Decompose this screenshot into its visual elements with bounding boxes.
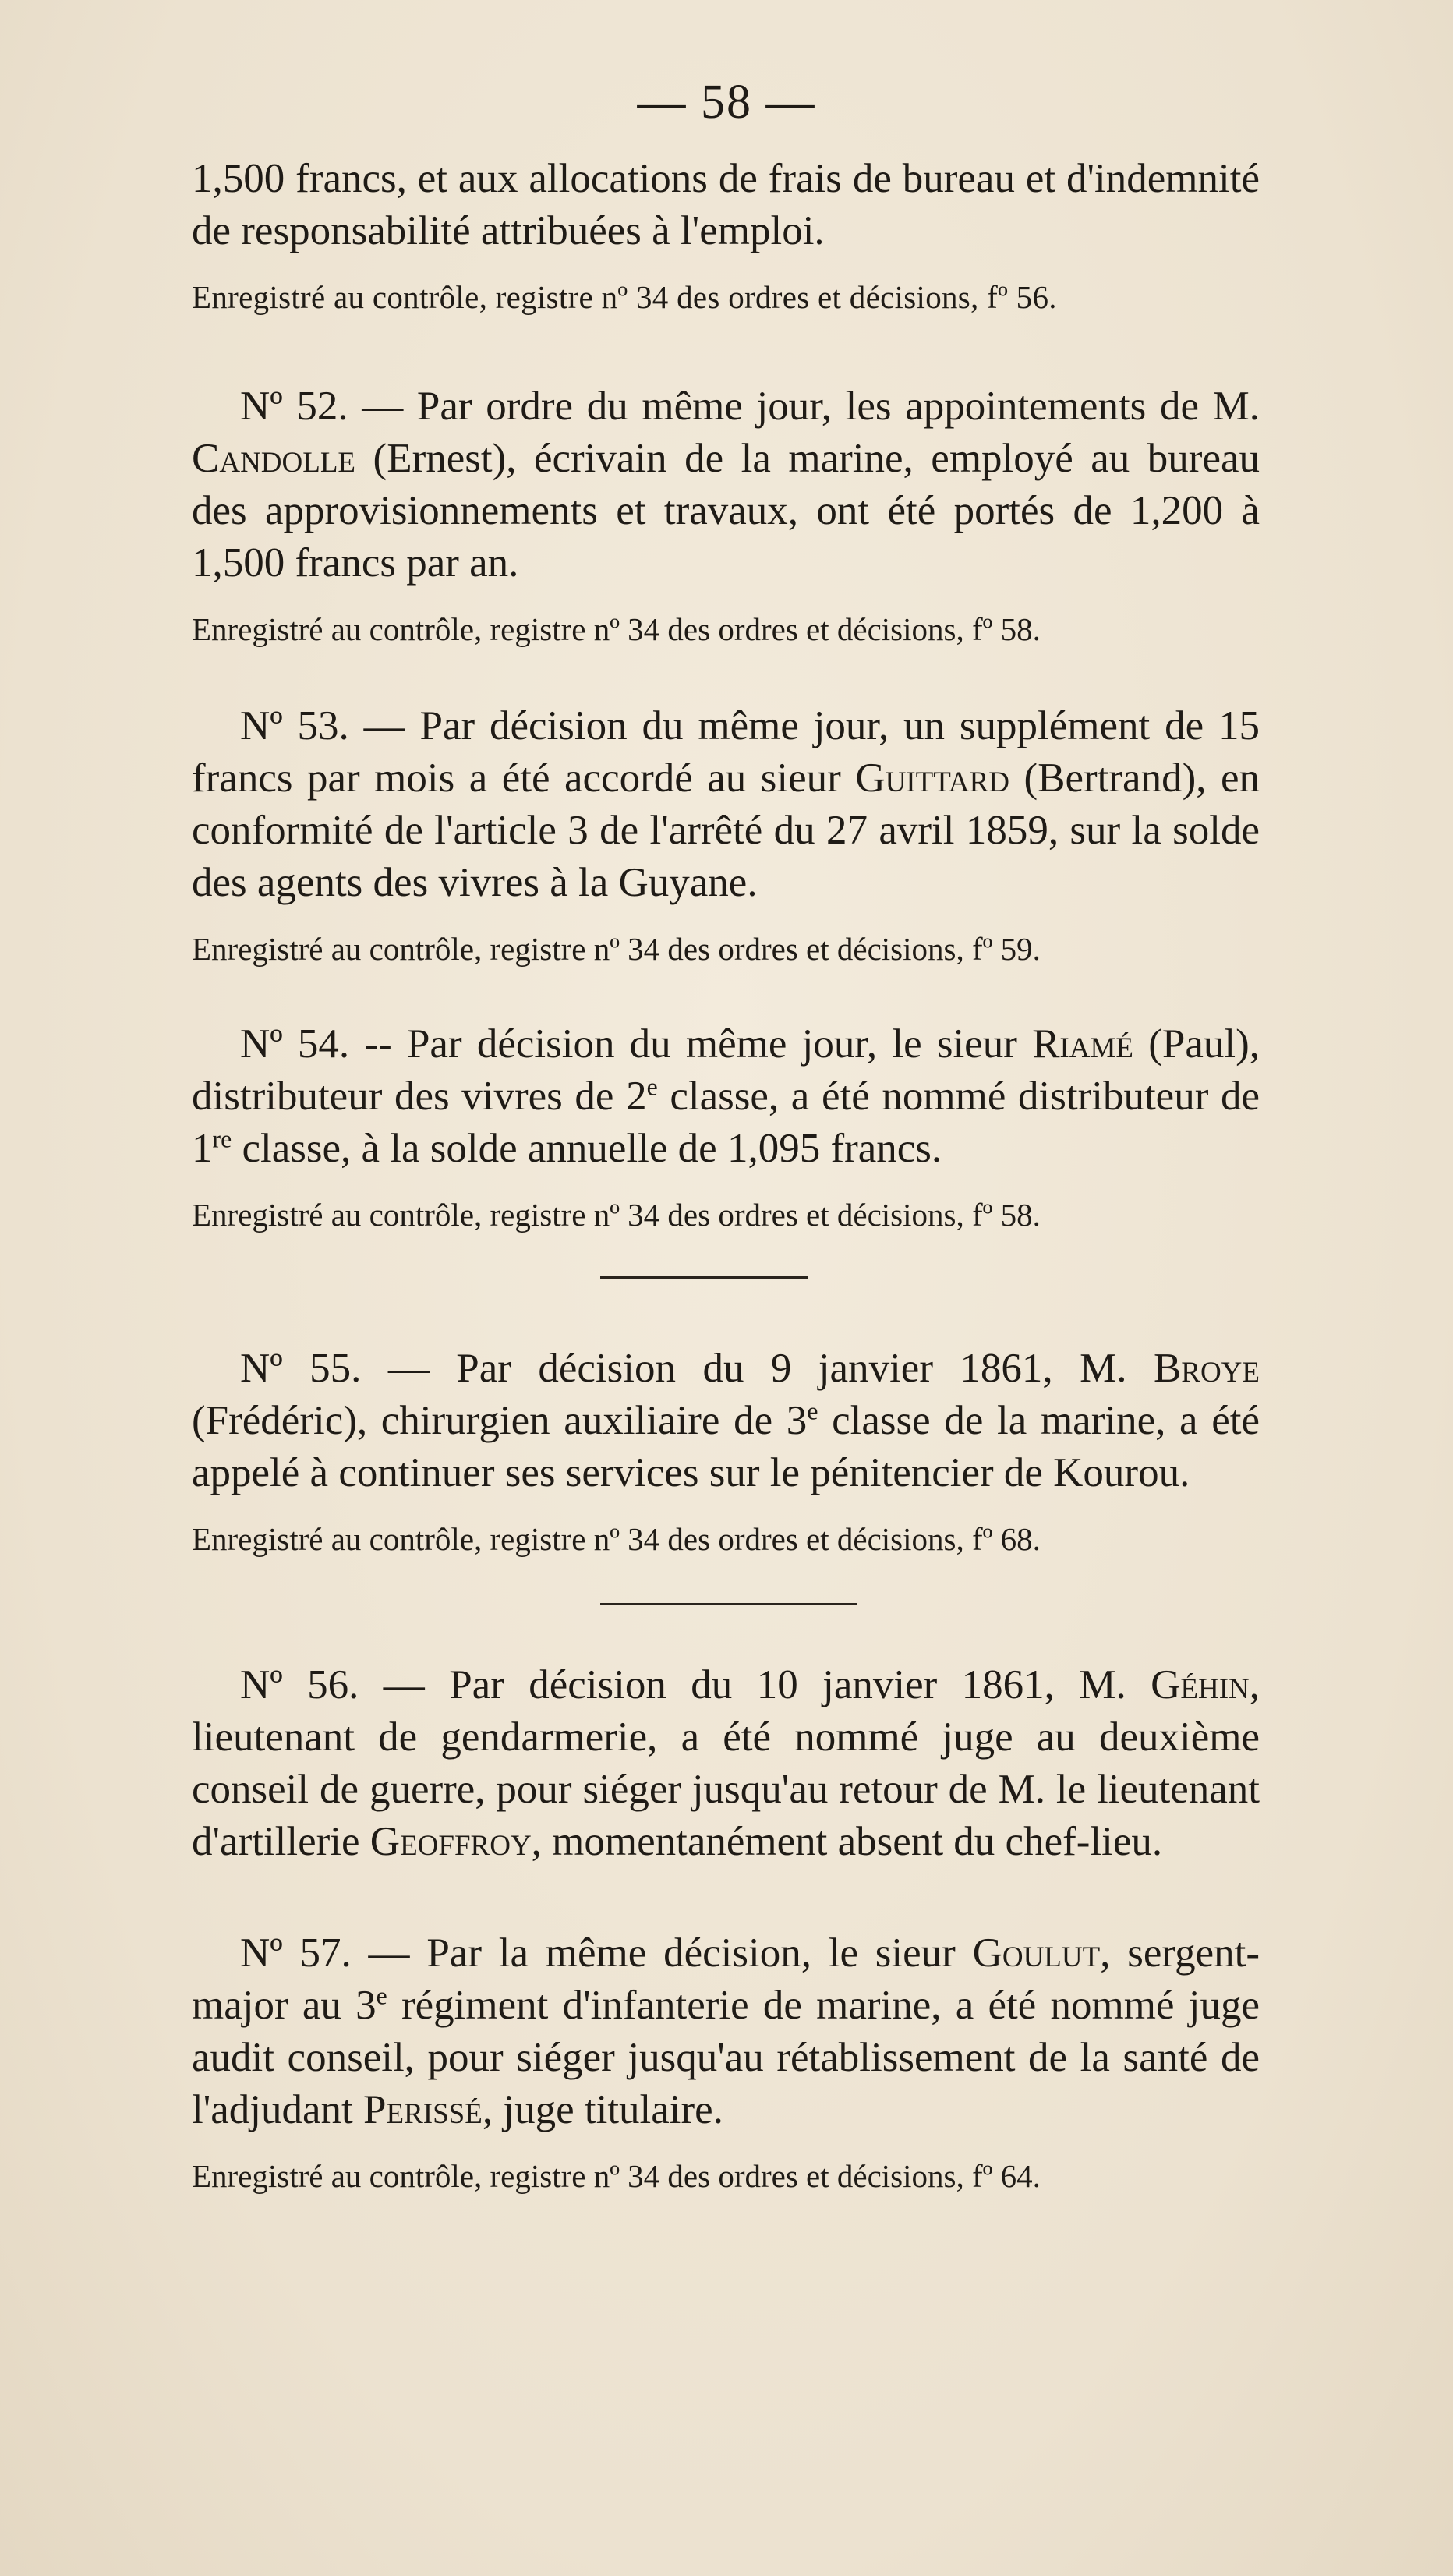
person-name: Geoffroy <box>369 1819 532 1864</box>
entry-57-paragraph: Nº 57. — Par la même décision, le sieur Goulut, sergent-major au 3e régiment d'infanterie de marine, a été nommé juge audit conseil, pour siéger jusqu'au rétablissement de la santé de l'adjudant Perissé, juge titulaire. <box>192 1930 1260 2132</box>
person-name: Géhin <box>1151 1662 1250 1707</box>
section-divider <box>600 1603 857 1605</box>
intro-registration: Enregistré au contrôle, registre nº 34 des ordres et décisions, fº 56. <box>192 279 1057 315</box>
entry-55-paragraph: Nº 55. — Par décision du 9 janvier 1861, M. Broye (Frédéric), chirurgien auxiliaire de 3e classe de la marine, a été appelé à continuer ses services sur le pénitencier de Kourou. <box>192 1346 1260 1495</box>
entry-54-registration: Enregistré au contrôle, registre nº 34 des ordres et décisions, fº 58. <box>192 1197 1041 1233</box>
person-name: Candolle <box>192 436 356 481</box>
intro-block <box>192 153 1260 317</box>
entry-number: Nº 54. <box>240 1021 350 1067</box>
entry-number: Nº 52. <box>240 384 348 429</box>
intro-paragraph: 1,500 francs, et aux allocations de frais de bureau et d'indemnité de responsabilité attribuées à l'emploi. <box>192 156 1260 253</box>
entry-57-registration: Enregistré au contrôle, registre nº 34 des ordres et décisions, fº 64. <box>192 2158 1041 2194</box>
entry-55 <box>192 1343 1260 1559</box>
person-name: Riamé <box>1032 1021 1133 1067</box>
entry-54-paragraph: Nº 54. -- Par décision du même jour, le sieur Riamé (Paul), distributeur des vivres de 2e classe, a été nommé distributeur de 1re classe, à la solde annuelle de 1,095 francs. <box>192 1021 1260 1171</box>
entry-52 <box>192 380 1260 649</box>
entry-number: Nº 56. <box>240 1662 359 1707</box>
entry-number: Nº 57. <box>240 1930 352 1976</box>
person-name: Broye <box>1153 1346 1260 1391</box>
person-name: Guittard <box>855 755 1009 801</box>
entry-54 <box>192 1018 1260 1234</box>
entry-53-registration: Enregistré au contrôle, registre nº 34 des ordres et décisions, fº 59. <box>192 931 1041 967</box>
entry-number: Nº 53. <box>240 703 349 748</box>
person-name: Perissé <box>363 2087 483 2132</box>
page-number: — 58 — <box>637 76 816 129</box>
entry-number: Nº 55. <box>240 1346 362 1391</box>
entry-53-paragraph: Nº 53. — Par décision du même jour, un supplément de 15 francs par mois a été accordé au sieur Guittard (Bertrand), en conformité de l'article 3 de l'arrêté du 27 avril 1859, sur la solde des agents des vivres à la Guyane. <box>192 703 1260 905</box>
entry-53 <box>192 700 1260 968</box>
entry-52-paragraph: Nº 52. — Par ordre du même jour, les appointements de M. Candolle (Ernest), écrivain de la marine, employé au bureau des approvisionnements et travaux, ont été portés de 1,200 à 1,500 francs par an. <box>192 384 1260 586</box>
entry-52-registration: Enregistré au contrôle, registre nº 34 des ordres et décisions, fº 58. <box>192 611 1041 647</box>
section-divider <box>600 1276 808 1279</box>
entry-57 <box>192 1927 1260 2196</box>
entry-56 <box>192 1659 1260 1868</box>
entry-56-paragraph: Nº 56. — Par décision du 10 janvier 1861, M. Géhin, lieutenant de gendarmerie, a été nommé juge au deuxième conseil de guerre, pour siéger jusqu'au retour de M. le lieutenant d'artillerie Geoffroy, momentanément absent du chef-lieu. <box>192 1662 1260 1864</box>
person-name: Goulut <box>972 1930 1101 1976</box>
entry-55-registration: Enregistré au contrôle, registre nº 34 des ordres et décisions, fº 68. <box>192 1521 1041 1557</box>
